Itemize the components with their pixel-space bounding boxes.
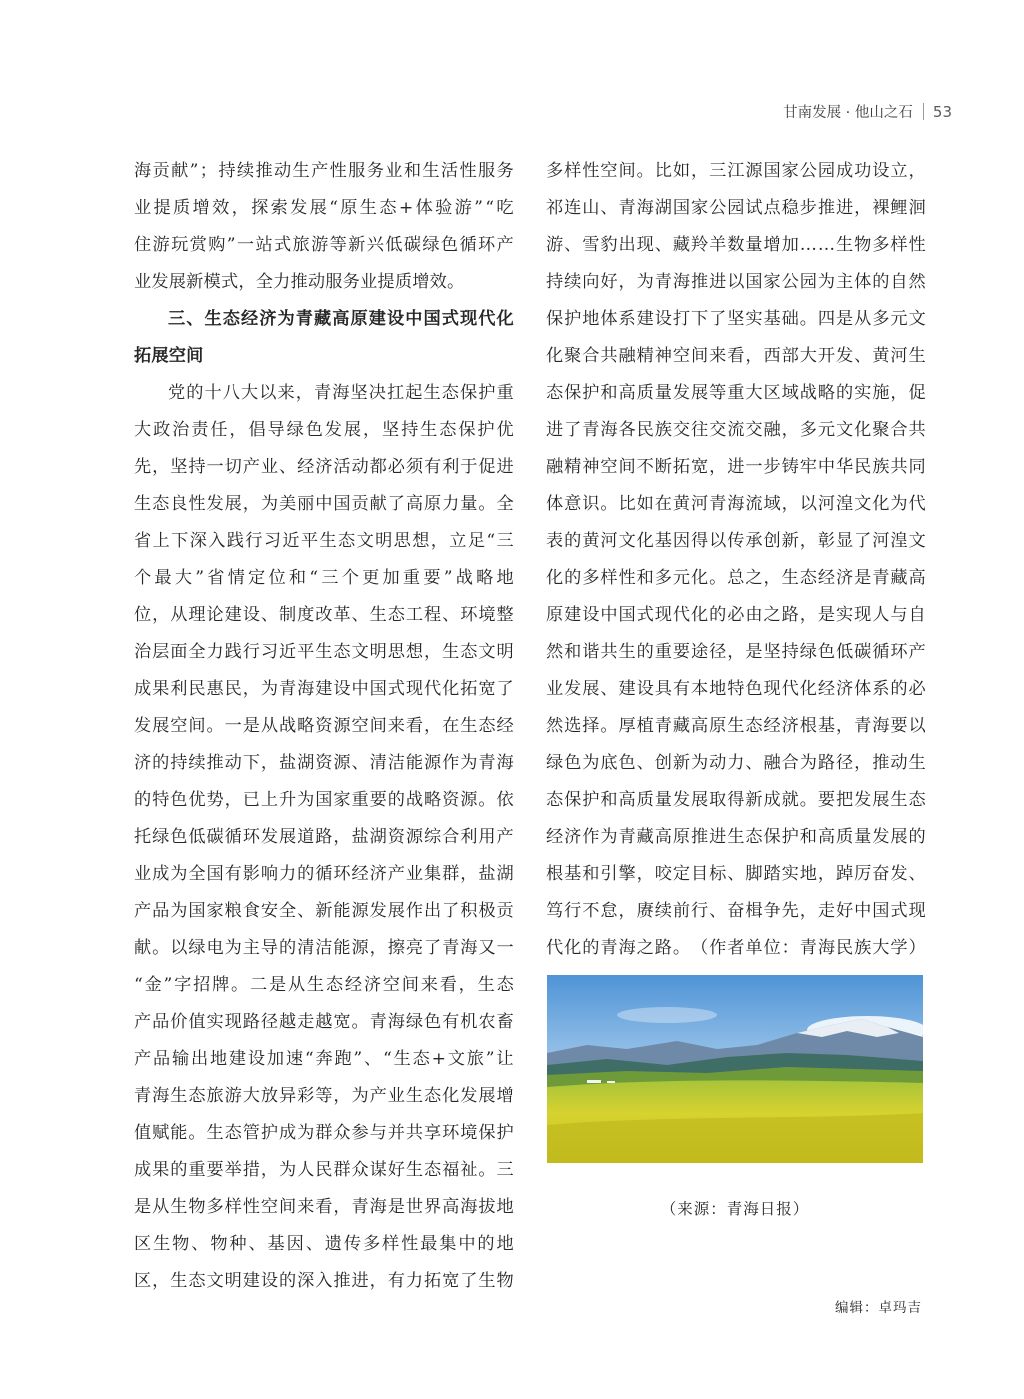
text-line: 多 样 性 空 间 。 比 如 ， 三 江 源 国 家 公 园 成 功 设 立 ， [546,161,926,181]
text-line: 绿 色 为 底 色 、 创 新 为 动 力 、 融 合 为 路 径 ， 推 动 生 [546,753,926,773]
header-divider [923,103,924,120]
text-line: “ 金 ” 字 招 牌 。 二 是 从 生 态 经 济 空 间 来 看 ， 生 态 [134,975,514,995]
photo-caption: （来源：青海日报） [660,1200,810,1218]
text-line: 济 的 持 续 推 动 下 ， 盐 湖 资 源 、 清 洁 能 源 作 为 青 海 [134,753,514,773]
text-line: 治 层 面 全 力 践 行 习 近 平 生 态 文 明 思 想 ， 生 态 文 明 [134,642,514,662]
section-title: 甘南发展 · 他山之石 [783,105,913,121]
text-line: 进 了 青 海 各 民 族 交 往 交 流 交 融 ， 多 元 文 化 聚 合 共 [546,420,926,440]
text-line: 大 政 治 责 任 ， 倡 导 绿 色 发 展 ， 坚 持 生 态 保 护 优 [134,420,514,440]
text-line: 成 果 利 民 惠 民 ， 为 青 海 建 设 中 国 式 现 代 化 拓 宽 了 [134,679,514,699]
text-line: 的 特 色 优 势 ， 已 上 升 为 国 家 重 要 的 战 略 资 源 。 依 [134,790,514,810]
text-line: 态 保 护 和 高 质 量 发 展 取 得 新 成 就 。 要 把 发 展 生 态 [546,790,926,810]
text-line: 区 ， 生 态 文 明 建 设 的 深 入 推 进 ， 有 力 拓 宽 了 生 物 [134,1271,514,1291]
section-heading-cont: 拓展空间 [134,346,204,366]
text-line: 融 精 神 空 间 不 断 拓 宽 ， 进 一 步 铸 牢 中 华 民 族 共 同 [546,457,926,477]
text-line: 笃 行 不 怠 ， 赓 续 前 行 、 奋 楫 争 先 ， 走 好 中 国 式 现 [546,901,926,921]
text-line: 值 赋 能 。 生 态 管 护 成 为 群 众 参 与 并 共 享 环 境 保 护 [134,1123,514,1143]
text-line: 省 上 下 深 入 践 行 习 近 平 生 态 文 明 思 想 ， 立 足 “ 三 [134,531,514,551]
text-line: 是 从 生 物 多 样 性 空 间 来 看 ， 青 海 是 世 界 高 海 拔 地 [134,1197,514,1217]
text-line: 化 的 多 样 性 和 多 元 化 。 总 之 ， 生 态 经 济 是 青 藏 高 [546,568,926,588]
text-line: 化 聚 合 共 融 精 神 空 间 来 看 ， 西 部 大 开 发 、 黄 河 生 [546,346,926,366]
left-text-column [134,153,514,1300]
text-line: 个 最 大 ” 省 情 定 位 和 “ 三 个 更 加 重 要 ” 战 略 地 [134,568,514,588]
text-line: 产 品 价 值 实 现 路 径 越 走 越 宽 。 青 海 绿 色 有 机 农 畜 [134,1012,514,1032]
text-line: 根 基 和 引 擎 ， 咬 定 目 标 、 脚 踏 实 地 ， 踔 厉 奋 发 、 [546,864,926,884]
text-line: 原 建 设 中 国 式 现 代 化 的 必 由 之 路 ， 是 实 现 人 与 自 [546,605,926,625]
text-line: 业 提 质 增 效 ， 探 索 发 展 “ 原 生 态 + 体 验 游 ” “ 吃 [134,198,514,218]
text-line: 成 果 的 重 要 举 措 ， 为 人 民 群 众 谋 好 生 态 福 祉 。 三 [134,1160,514,1180]
text-line: 海 贡 献 ” ； 持 续 推 动 生 产 性 服 务 业 和 生 活 性 服 务 [134,161,514,181]
text-line: 先 ， 坚 持 一 切 产 业 、 经 济 活 动 都 必 须 有 利 于 促 进 [134,457,514,477]
text-line: 游 、 雪 豹 出 现 、 藏 羚 羊 数 量 增 加 … … 生 物 多 样 性 [546,235,926,255]
section-heading: 三 、 生 态 经 济 为 青 藏 高 原 建 设 中 国 式 现 代 化 [168,309,514,329]
text-line: 发 展 空 间 。 一 是 从 战 略 资 源 空 间 来 看 ， 在 生 态 经 [134,716,514,736]
text-line: 业发展新模式，全力推动服务业提质增效。 [134,272,465,292]
text-line: 生 态 良 性 发 展 ， 为 美 丽 中 国 贡 献 了 高 原 力 量 。 全 [134,494,514,514]
text-line: 祁 连 山 、 青 海 湖 国 家 公 园 试 点 稳 步 推 进 ， 裸 鲤 洄 [546,198,926,218]
text-line: 然 选 择 。 厚 植 青 藏 高 原 生 态 经 济 根 基 ， 青 海 要 以 [546,716,926,736]
text-line: 区 生 物 、 物 种 、 基 因 、 遗 传 多 样 性 最 集 中 的 地 [134,1234,514,1254]
page-header [783,101,952,122]
page-number: 53 [932,102,952,121]
text-line: 体 意 识 。 比 如 在 黄 河 青 海 流 域 ， 以 河 湟 文 化 为 代 [546,494,926,514]
landscape-photo [547,975,923,1163]
text-line: 献 。 以 绿 电 为 主 导 的 清 洁 能 源 ， 擦 亮 了 青 海 又 一 [134,938,514,958]
text-line: 住 游 玩 赏 购 ” 一 站 式 旅 游 等 新 兴 低 碳 绿 色 循 环 产 [134,235,514,255]
text-line: 托 绿 色 低 碳 循 环 发 展 道 路 ， 盐 湖 资 源 综 合 利 用 产 [134,827,514,847]
text-line: 业 成 为 全 国 有 影 响 力 的 循 环 经 济 产 业 集 群 ， 盐 湖 [134,864,514,884]
text-line: 青 海 生 态 旅 游 大 放 异 彩 等 ， 为 产 业 生 态 化 发 展 增 [134,1086,514,1106]
text-line: 党 的 十 八 大 以 来 ， 青 海 坚 决 扛 起 生 态 保 护 重 [168,383,514,403]
editor-credit: 编辑：卓玛吉 [835,1300,922,1316]
text-line: 持 续 向 好 ， 为 青 海 推 进 以 国 家 公 园 为 主 体 的 自 然 [546,272,926,292]
text-line: 位 ， 从 理 论 建 设 、 制 度 改 革 、 生 态 工 程 、 环 境 整 [134,605,514,625]
text-line: 态 保 护 和 高 质 量 发 展 等 重 大 区 域 战 略 的 实 施 ， 促 [546,383,926,403]
text-line: 经 济 作 为 青 藏 高 原 推 进 生 态 保 护 和 高 质 量 发 展 的 [546,827,926,847]
text-line: 然 和 谐 共 生 的 重 要 途 径 ， 是 坚 持 绿 色 低 碳 循 环 产 [546,642,926,662]
text-line: 产 品 为 国 家 粮 食 安 全 、 新 能 源 发 展 作 出 了 积 极 贡 [134,901,514,921]
right-text-column [546,153,926,967]
text-line: 产 品 输 出 地 建 设 加 速 “ 奔 跑 ” 、 “ 生 态 + 文 旅 ” 让 [134,1049,514,1069]
text-line: 表 的 黄 河 文 化 基 因 得 以 传 承 创 新 ， 彰 显 了 河 湟 文 [546,531,926,551]
text-line: 保 护 地 体 系 建 设 打 下 了 坚 实 基 础 。 四 是 从 多 元 文 [546,309,926,329]
text-line: 业 发 展 、 建 设 具 有 本 地 特 色 现 代 化 经 济 体 系 的 必 [546,679,926,699]
text-line: 代 化 的 青 海 之 路 。 （ 作 者 单 位 ： 青 海 民 族 大 学 ） [546,938,926,958]
